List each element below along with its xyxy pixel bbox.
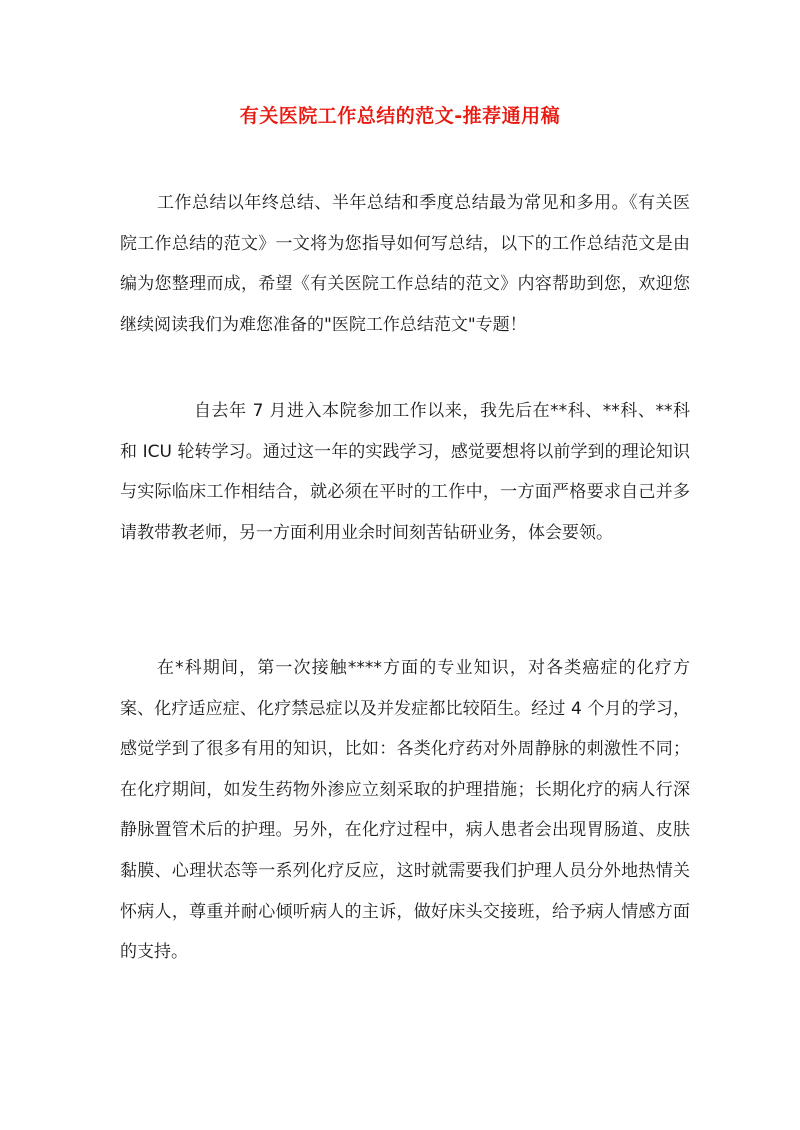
- paragraph-rotation: 自去年 7 月进入本院参加工作以来，我先后在**科、**科、**科和 ICU 轮转学习。通过这一年的实践学习，感觉要想将以前学到的理论知识与实际临床工作相结合，就必须在平时的工作中，一方面严格要求自己并多请教带教老师，另一方面利用业余时间刻苦钻研业务，体会要领。: [120, 401, 690, 543]
- paragraph-intro: 工作总结以年终总结、半年总结和季度总结最为常见和多用。《有关医院工作总结的范文》一文将为您指导如何写总结，以下的工作总结范文是由编为您整理而成，希望《有关医院工作总结的范文》内容帮助到您，欢迎您继续阅读我们为难您准备的"医院工作总结范文"专题！: [120, 193, 690, 335]
- paragraph-chemotherapy: 在*科期间，第一次接触****方面的专业知识，对各类癌症的化疗方案、化疗适应症、化疗禁忌症以及并发症都比较陌生。经过 4 个月的学习，感觉学到了很多有用的知识，比如：各类化疗药对外周静脉的刺激性不同；在化疗期间，如发生药物外渗应立刻采取的护理措施；长期化疗的病人行深静脉置管术后的护理。另外，在化疗过程中，病人患者会出现胃肠道、皮肤黏膜、心理状态等一系列化疗反应，这时就需要我们护理人员分外地热情关怀病人，尊重并耐心倾听病人的主诉，做好床头交接班，给予病人情感方面的支持。: [120, 658, 690, 963]
- document-title: 有关医院工作总结的范文-推荐通用稿: [239, 105, 561, 127]
